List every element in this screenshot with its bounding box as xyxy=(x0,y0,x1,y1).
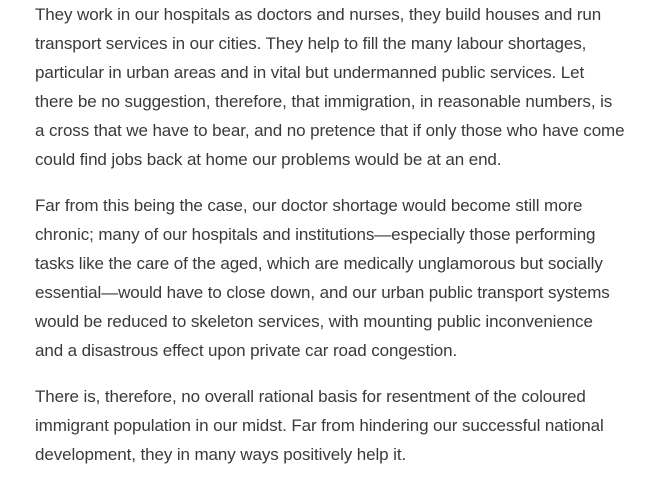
paragraph-1 xyxy=(35,0,635,174)
paragraph-2 xyxy=(35,191,635,365)
paragraph-line: Far from this being the case, our doctor shortage would become still more xyxy=(35,196,583,215)
paragraph-line: tasks like the care of the aged, which are medically unglamorous but socially xyxy=(35,254,603,273)
paragraph-line: would be reduced to skeleton services, with mounting public inconvenience xyxy=(35,312,593,331)
paragraph-line: development, they in many ways positively help it. xyxy=(35,445,407,464)
paragraph-line: immigrant population in our midst. Far from hindering our successful national xyxy=(35,416,604,435)
paragraph-line: There is, therefore, no overall rational basis for resentment of the coloured xyxy=(35,387,586,406)
paragraph-line: particular in urban areas and in vital but undermanned public services. Let xyxy=(35,63,585,82)
paragraph-line: a cross that we have to bear, and no pretence that if only those who have come xyxy=(35,121,625,140)
paragraph-line: They work in our hospitals as doctors and nurses, they build houses and run xyxy=(35,5,602,24)
paragraph-line: and a disastrous effect upon private car road congestion. xyxy=(35,341,458,360)
paragraph-line: transport services in our cities. They help to fill the many labour shortages, xyxy=(35,34,587,53)
paragraph-line: there be no suggestion, therefore, that immigration, in reasonable numbers, is xyxy=(35,92,613,111)
paragraph-line: could find jobs back at home our problems would be at an end. xyxy=(35,150,502,169)
paragraph-line: chronic; many of our hospitals and institutions—especially those performing xyxy=(35,225,596,244)
paragraph-line: essential—would have to close down, and our urban public transport systems xyxy=(35,283,610,302)
paragraph-3 xyxy=(35,382,635,469)
article-body xyxy=(35,0,635,469)
